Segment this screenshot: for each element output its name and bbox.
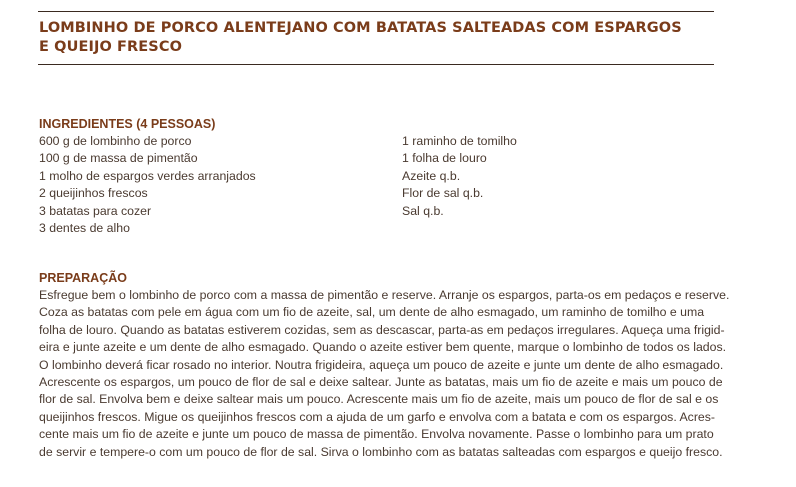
preparation-text (39, 287, 779, 461)
preparation-line: Coza as batatas com pele em água com um fio de azeite, sal, um dente de alho esmagado, um raminho de tomilho e uma (39, 305, 705, 320)
ingredient-item: 1 raminho de tomilho (402, 134, 517, 148)
preparation-line: Acrescente os espargos, um pouco de flor de sal e deixe saltear. Junte as batatas, mais um fio de azeite e mais um pouco de (39, 375, 723, 390)
ingredient-item: Flor de sal q.b. (402, 186, 484, 201)
ingredient-item: 2 queijinhos frescos (39, 186, 148, 201)
preparation-line: de servir e tempere-o com um pouco de flor de sal. Sirva o lombinho com as batatas salteadas com espargos e queijo fresco. (39, 444, 723, 459)
ingredients-heading: INGREDIENTES (4 PESSOAS) (39, 117, 216, 131)
preparation-line: flor de sal. Envolva bem e deixe saltear mais um pouco. Acrescente mais um fio de azeite, mais um pouco de flor de sal e os (39, 392, 719, 407)
recipe-title (39, 19, 729, 57)
preparation-line: cente mais um fio de azeite e junte um pouco de massa de pimentão. Envolva novamente. Passe o lombinho para um prato (39, 427, 714, 442)
ingredient-item: 3 dentes de alho (39, 221, 130, 236)
ingredient-item: 1 molho de espargos verdes arranjados (39, 168, 256, 183)
ingredient-item: 600 g de lombinho de porco (39, 134, 192, 148)
preparation-line: Esfregue bem o lombinho de porco com a massa de pimentão e reserve. Arranje os espargos, parta-os em pedaços e reserve. (39, 288, 730, 302)
ingredient-item: 1 folha de louro (402, 151, 487, 166)
preparation-heading: PREPARAÇÃO (39, 271, 127, 285)
ingredients-list-right (402, 133, 732, 220)
ingredient-item: 3 batatas para cozer (39, 203, 152, 218)
preparation-line: eira e junte azeite e um dente de alho esmagado. Quando o azeite estiver bem quente, marque o lombinho de todos os lados. (39, 340, 727, 355)
title-top-rule (38, 11, 714, 12)
recipe-title-line: LOMBINHO DE PORCO ALENTEJANO COM BATATAS SALTEADAS COM ESPARGOS (39, 20, 682, 36)
preparation-line: folha de louro. Quando as batatas estiverem cozidas, sem as descascar, parta-as em pedaços irregulares. Aqueça uma frigid- (39, 322, 725, 337)
ingredients-list-left (39, 133, 369, 237)
preparation-line: queijinhos frescos. Migue os queijinhos frescos com a ajuda de um garfo e envolva com a batata e com os espargos. Acres- (39, 409, 716, 424)
ingredient-item: Azeite q.b. (402, 168, 461, 183)
preparation-line: O lombinho deverá ficar rosado no interior. Noutra frigideira, aqueça um pouco de azeite e junte um dente de alho esmagado. (39, 357, 724, 372)
title-bottom-rule (38, 64, 714, 65)
ingredient-item: Sal q.b. (402, 203, 444, 218)
ingredient-item: 100 g de massa de pimentão (39, 151, 198, 166)
recipe-title-line: E QUEIJO FRESCO (39, 39, 183, 55)
